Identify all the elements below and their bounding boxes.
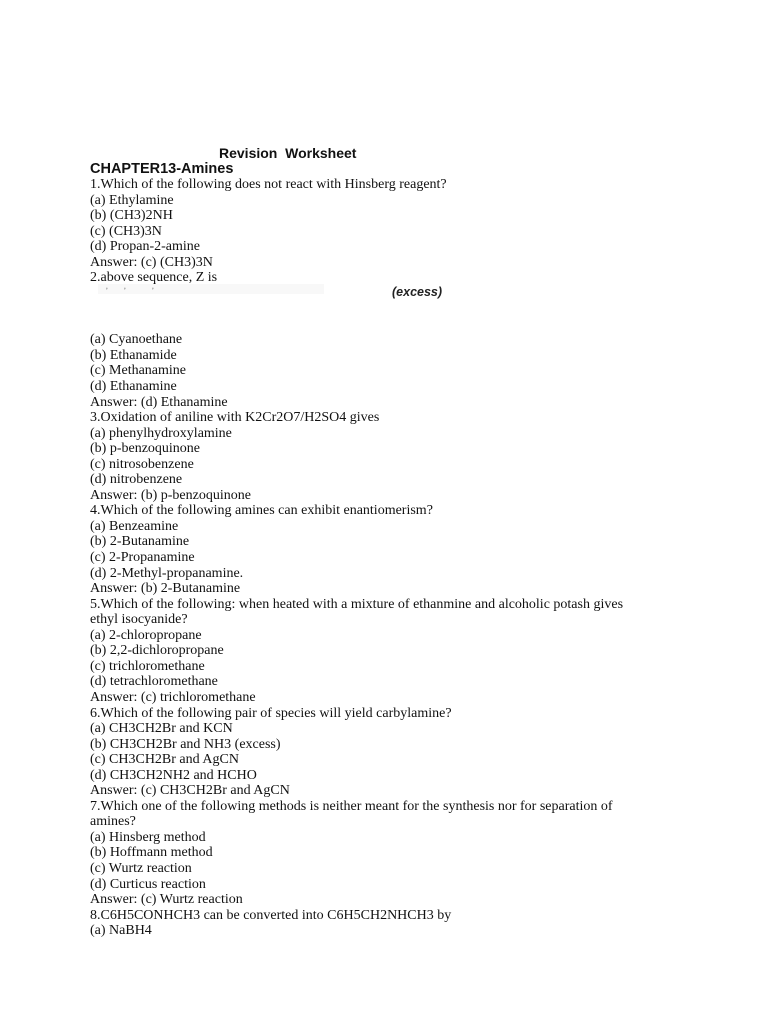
worksheet-line: (a) Ethylamine [90,192,174,208]
worksheet-line: Answer: (b) 2-Butanamine [90,581,241,597]
worksheet-line: (a) CH3CH2Br and KCN [90,721,233,737]
worksheet-line: (c) 2-Propanamine [90,550,195,566]
worksheet-line: (a) Cyanoethane [90,332,183,348]
worksheet-line: 6.Which of the following pair of species will yield carbylamine? [90,705,452,721]
worksheet-line: 2.above sequence, Z is [90,270,218,286]
worksheet-line: (b) CH3CH2Br and NH3 (excess) [90,736,281,752]
image-gap [90,301,690,332]
worksheet-title: Revision Worksheet [219,145,357,161]
worksheet-line: (d) Ethanamine [90,379,177,395]
worksheet-line: (b) Hoffmann method [90,845,213,861]
worksheet-line: (c) Wurtz reaction [90,860,192,876]
worksheet-line: (a) phenylhydroxylamine [90,425,232,441]
worksheet-line: Answer: (d) Ethanamine [90,394,228,410]
image-fragment-mark: ʼ [124,286,126,296]
worksheet-line: (d) nitrobenzene [90,472,183,488]
worksheet-line: 8.C6H5CONHCH3 can be converted into C6H5CH2NHCH3 by [90,907,452,923]
worksheet-line: (c) Methanamine [90,363,187,379]
worksheet-line: (a) 2-chloropropane [90,627,202,643]
chapter-heading: CHAPTER13-Amines [90,161,234,177]
worksheet-line: (d) CH3CH2NH2 and HCHO [90,767,257,783]
worksheet-line: (d) Propan-2-amine [90,239,201,255]
worksheet-line: 7.Which one of the following methods is neither meant for the synthesis nor for separation of [90,798,613,814]
worksheet-line: Answer: (c) CH3CH2Br and AgCN [90,783,290,799]
reaction-sequence-image-fragment [90,286,490,302]
worksheet-line: (d) 2-Methyl-propanamine. [90,565,244,581]
worksheet-line: Answer: (c) (CH3)3N [90,254,213,270]
worksheet-line: 5.Which of the following: when heated with a mixture of ethanmine and alcoholic potash gives [90,596,624,612]
image-fragment-mark: ʼ [106,286,108,296]
question-body [90,177,690,939]
question-block-a [90,177,690,286]
worksheet-line: (a) Hinsberg method [90,829,206,845]
image-fragment-mark: ʼ [152,286,154,296]
worksheet-line: (c) nitrosobenzene [90,456,194,472]
worksheet-line: ethyl isocyanide? [90,612,188,628]
worksheet-line: (b) 2,2-dichloropropane [90,643,224,659]
worksheet-line: (d) tetrachloromethane [90,674,218,690]
worksheet-line: 3.Oxidation of aniline with K2Cr2O7/H2SO4 gives [90,410,380,426]
excess-label: (excess) [392,284,443,299]
worksheet-line: (d) Curticus reaction [90,876,206,892]
question-block-b [90,332,690,938]
worksheet-line: (b) 2-Butanamine [90,534,190,550]
worksheet-line: (b) Ethanamide [90,347,177,363]
worksheet-line: (b) (CH3)2NH [90,208,173,224]
worksheet-line: Answer: (b) p-benzoquinone [90,487,251,503]
worksheet-line: (a) NaBH4 [90,923,152,939]
worksheet-line: (a) Benzeamine [90,518,179,534]
worksheet-line: (b) p-benzoquinone [90,441,201,457]
worksheet-line: Answer: (c) trichloromethane [90,689,256,705]
worksheet-line: 1.Which of the following does not react with Hinsberg reagent? [90,177,447,192]
worksheet-line: amines? [90,814,136,830]
worksheet-line: Answer: (c) Wurtz reaction [90,892,243,908]
worksheet-line: 4.Which of the following amines can exhibit enantiomerism? [90,503,433,519]
worksheet-line: (c) trichloromethane [90,658,205,674]
worksheet-line: (c) (CH3)3N [90,223,162,239]
worksheet-line: (c) CH3CH2Br and AgCN [90,752,239,768]
